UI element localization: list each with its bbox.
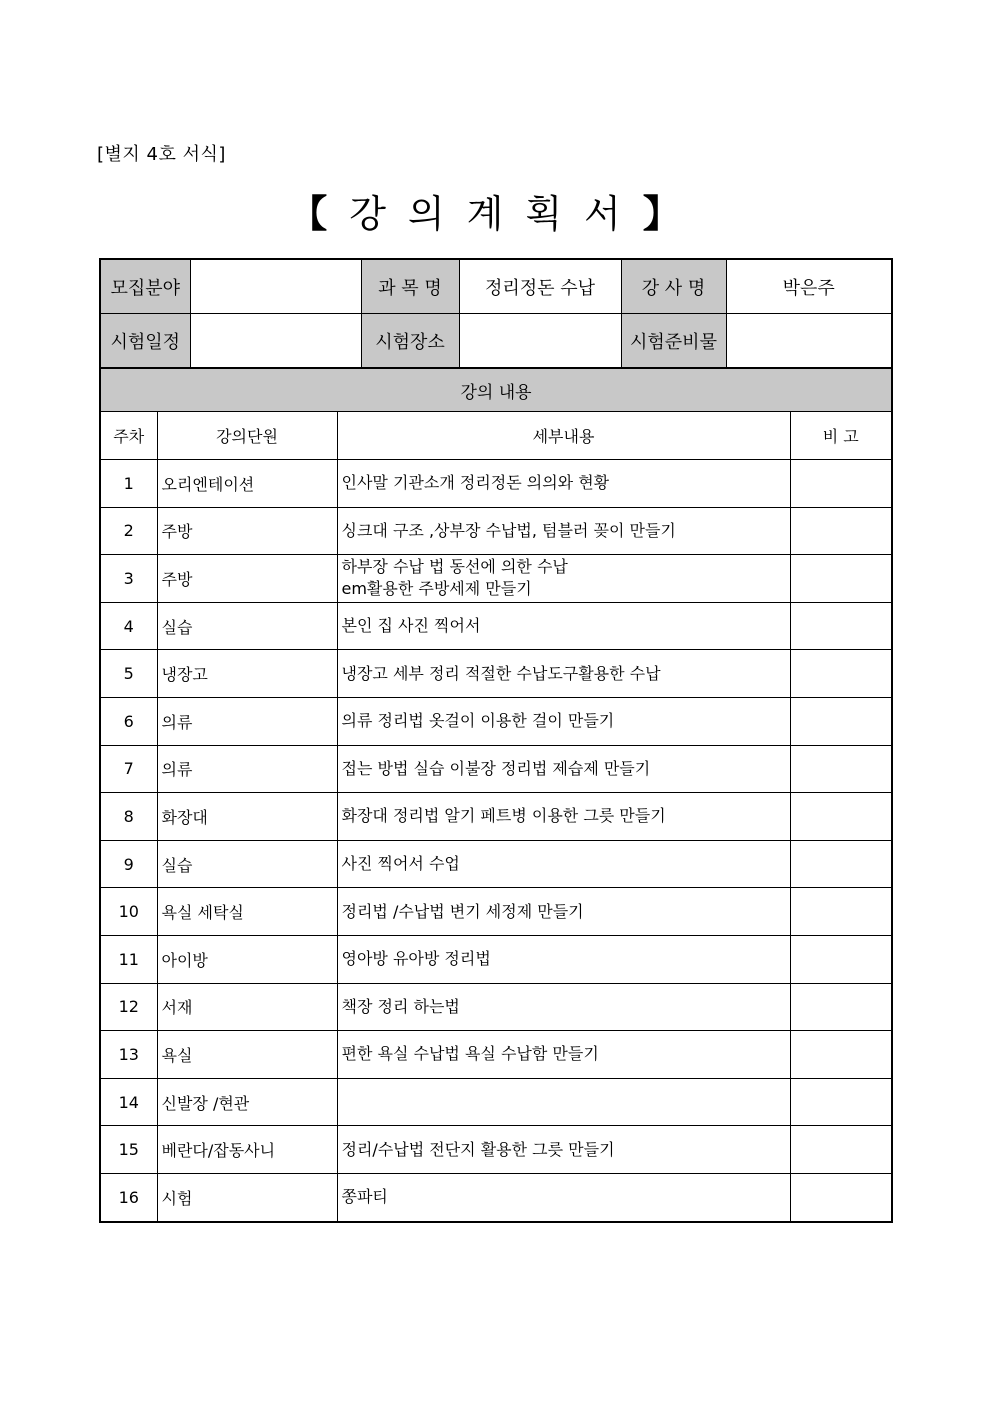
lecture-plan-table <box>99 368 893 1223</box>
detail-cell <box>337 602 790 650</box>
detail-line: 쫑파티 <box>341 1187 388 1207</box>
detail-cell <box>337 1126 790 1174</box>
detail-cell <box>337 983 790 1031</box>
exam-supplies-value[interactable] <box>726 314 892 368</box>
header-row <box>100 412 892 460</box>
note-cell <box>790 555 892 603</box>
table-row <box>100 697 892 745</box>
note-cell <box>790 935 892 983</box>
detail-line: 싱크대 구조 ,상부장 수납법, 텀블러 꽂이 만들기 <box>341 520 676 540</box>
week-cell: 6 <box>100 697 157 745</box>
unit-cell: 화장대 <box>157 793 337 841</box>
header-note: 비 고 <box>790 412 892 460</box>
week-cell: 9 <box>100 840 157 888</box>
week-cell: 14 <box>100 1078 157 1126</box>
week-cell: 1 <box>100 460 157 508</box>
exam-date-label: 시험일정 <box>100 314 190 368</box>
week-cell: 4 <box>100 602 157 650</box>
table-row <box>100 555 892 603</box>
header-unit: 강의단원 <box>157 412 337 460</box>
unit-cell: 실습 <box>157 840 337 888</box>
detail-line: 영아방 유아방 정리법 <box>341 949 491 969</box>
table-row <box>100 1078 892 1126</box>
note-cell <box>790 650 892 698</box>
exam-date-value[interactable] <box>190 314 361 368</box>
field-value[interactable] <box>190 259 361 314</box>
table-row <box>100 650 892 698</box>
unit-cell: 의류 <box>157 697 337 745</box>
note-cell <box>790 1126 892 1174</box>
detail-line: 편한 욕실 수납법 욕실 수납함 만들기 <box>341 1044 599 1064</box>
detail-cell <box>337 460 790 508</box>
week-cell: 8 <box>100 793 157 841</box>
detail-cell <box>337 793 790 841</box>
exam-place-label: 시험장소 <box>361 314 459 368</box>
field-label: 모집분야 <box>100 259 190 314</box>
table-row <box>100 745 892 793</box>
note-cell <box>790 1031 892 1079</box>
detail-cell <box>337 840 790 888</box>
week-cell: 16 <box>100 1173 157 1221</box>
unit-cell: 주방 <box>157 507 337 555</box>
unit-cell: 주방 <box>157 555 337 603</box>
subject-label: 과 목 명 <box>361 259 459 314</box>
detail-line: 하부장 수납 법 동선에 의한 수납 <box>341 557 568 577</box>
note-cell <box>790 602 892 650</box>
unit-cell: 베란다/잡동사니 <box>157 1126 337 1174</box>
detail-cell <box>337 507 790 555</box>
note-cell <box>790 697 892 745</box>
document-title <box>0 183 992 238</box>
exam-place-value[interactable] <box>459 314 621 368</box>
note-cell <box>790 793 892 841</box>
table-row <box>100 983 892 1031</box>
detail-line: 의류 정리법 옷걸이 이용한 걸이 만들기 <box>341 711 615 731</box>
table-row <box>100 1031 892 1079</box>
info-row-2 <box>100 314 892 368</box>
title-open-bracket: 【 <box>289 192 350 236</box>
section-row <box>100 369 892 412</box>
title-text: 강의계획서 <box>349 192 643 236</box>
detail-line: 접는 방법 실습 이불장 정리법 제습제 만들기 <box>341 758 651 778</box>
week-cell: 12 <box>100 983 157 1031</box>
week-cell: 2 <box>100 507 157 555</box>
table-row <box>100 602 892 650</box>
section-title: 강의 내용 <box>100 369 892 412</box>
note-cell <box>790 507 892 555</box>
info-row-1 <box>100 259 892 314</box>
week-cell: 5 <box>100 650 157 698</box>
note-cell <box>790 888 892 936</box>
exam-supplies-label: 시험준비물 <box>621 314 726 368</box>
detail-cell <box>337 1078 790 1126</box>
detail-cell <box>337 555 790 603</box>
detail-line: em활용한 주방세제 만들기 <box>341 579 532 599</box>
detail-cell <box>337 697 790 745</box>
form-number: [별지 4호 서식] <box>97 144 226 165</box>
unit-cell: 신발장 /현관 <box>157 1078 337 1126</box>
detail-line: 냉장고 세부 정리 적절한 수납도구활용한 수납 <box>341 663 661 683</box>
week-cell: 13 <box>100 1031 157 1079</box>
week-cell: 15 <box>100 1126 157 1174</box>
table-row <box>100 460 892 508</box>
week-cell: 10 <box>100 888 157 936</box>
title-close-bracket: 】 <box>642 192 703 236</box>
table-row <box>100 935 892 983</box>
unit-cell: 실습 <box>157 602 337 650</box>
note-cell <box>790 745 892 793</box>
note-cell <box>790 1078 892 1126</box>
detail-cell <box>337 888 790 936</box>
detail-line: 화장대 정리법 알기 페트병 이용한 그릇 만들기 <box>341 806 666 826</box>
week-cell: 11 <box>100 935 157 983</box>
table-row <box>100 840 892 888</box>
header-week: 주차 <box>100 412 157 460</box>
unit-cell: 오리엔테이션 <box>157 460 337 508</box>
week-cell: 3 <box>100 555 157 603</box>
subject-value[interactable]: 정리정돈 수납 <box>459 259 621 314</box>
week-cell: 7 <box>100 745 157 793</box>
unit-cell: 욕실 세탁실 <box>157 888 337 936</box>
unit-cell: 욕실 <box>157 1031 337 1079</box>
detail-line: 본인 집 사진 찍어서 <box>341 616 481 636</box>
table-row <box>100 1126 892 1174</box>
table-row <box>100 888 892 936</box>
detail-cell <box>337 935 790 983</box>
instructor-value[interactable]: 박은주 <box>726 259 892 314</box>
unit-cell: 의류 <box>157 745 337 793</box>
plan-rows <box>100 460 892 1222</box>
detail-cell <box>337 1173 790 1221</box>
info-table <box>99 258 893 368</box>
detail-line: 책장 정리 하는법 <box>341 996 460 1016</box>
instructor-label: 강 사 명 <box>621 259 726 314</box>
table-row <box>100 1173 892 1221</box>
note-cell <box>790 983 892 1031</box>
unit-cell: 아이방 <box>157 935 337 983</box>
detail-cell <box>337 1031 790 1079</box>
detail-cell <box>337 650 790 698</box>
detail-line: 사진 찍어서 수업 <box>341 854 460 874</box>
unit-cell: 시험 <box>157 1173 337 1221</box>
detail-line: 정리/수납법 전단지 활용한 그릇 만들기 <box>341 1139 615 1159</box>
table-row <box>100 793 892 841</box>
detail-line: 정리법 /수납법 변기 세정제 만들기 <box>341 901 584 921</box>
note-cell <box>790 460 892 508</box>
detail-line: 인사말 기관소개 정리정돈 의의와 현황 <box>341 473 610 493</box>
unit-cell: 서재 <box>157 983 337 1031</box>
note-cell <box>790 1173 892 1221</box>
detail-cell <box>337 745 790 793</box>
table-row <box>100 507 892 555</box>
unit-cell: 냉장고 <box>157 650 337 698</box>
note-cell <box>790 840 892 888</box>
header-detail: 세부내용 <box>337 412 790 460</box>
